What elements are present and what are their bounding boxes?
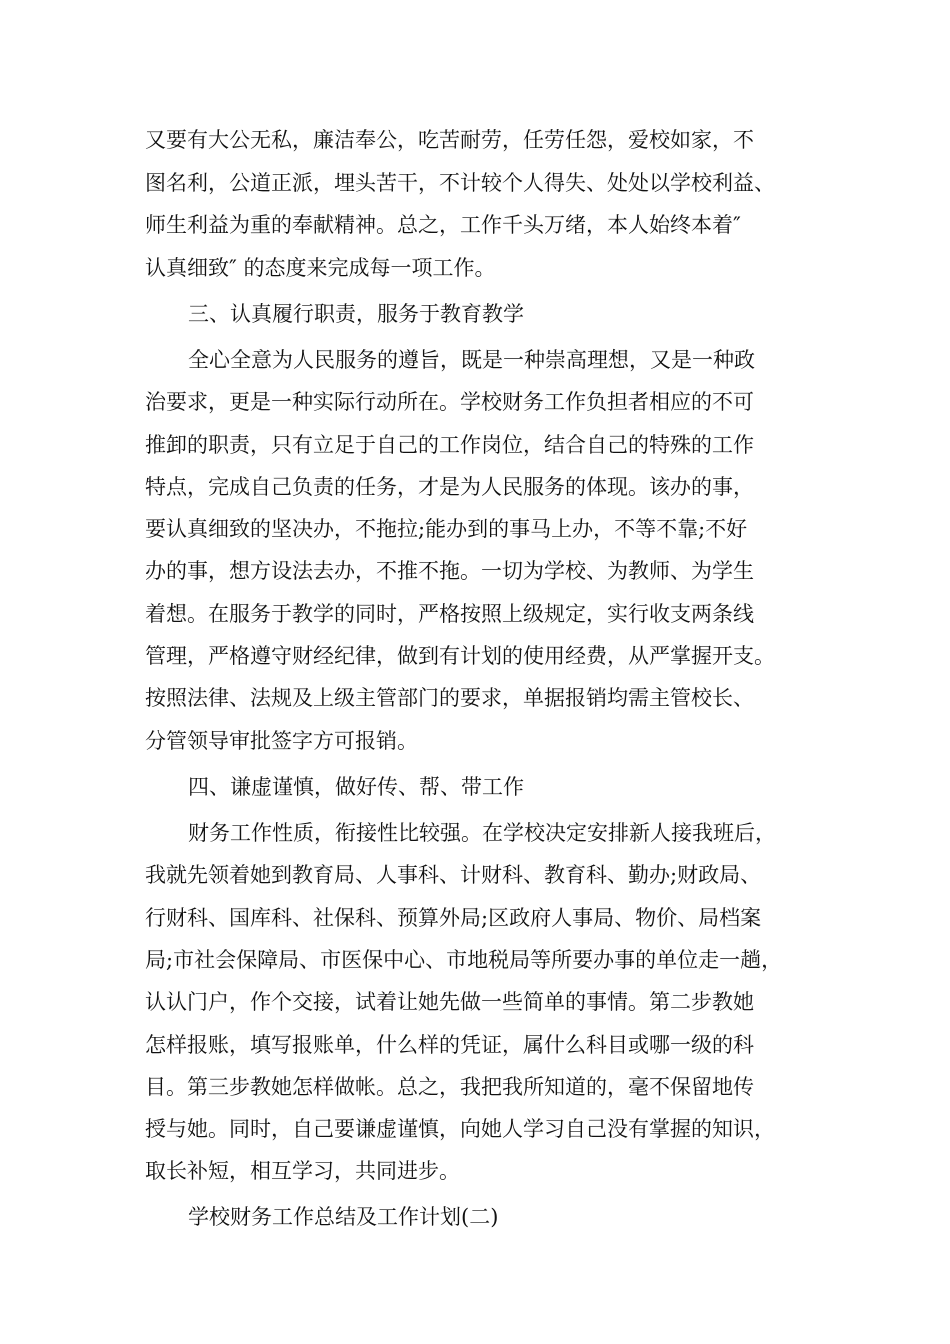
paragraph-line: 推卸的职责，只有立足于自己的工作岗位，结合自己的特殊的工作 xyxy=(145,433,754,457)
paragraph-line: 行财科、国库科、社保科、预算外局;区政府人事局、物价、局档案 xyxy=(145,906,762,930)
paragraph-line: 我就先领着她到教育局、人事科、计财科、教育科、勤办;财政局、 xyxy=(145,863,762,887)
paragraph-line: 授与她。同时，自己要谦虚谨慎，向她人学习自己没有掌握的知识， xyxy=(145,1117,775,1141)
paragraph-line: 认真细致″ 的态度来完成每一项工作。 xyxy=(145,256,496,280)
paragraph-line: 全心全意为人民服务的遵旨，既是一种崇高理想，又是一种政 xyxy=(188,348,755,372)
section-heading-4: 四、谦虚谨慎，做好传、帮、带工作 xyxy=(188,775,524,799)
paragraph-line: 取长补短，相互学习，共同进步。 xyxy=(145,1159,460,1183)
document-subtitle: 学校财务工作总结及工作计划(二) xyxy=(188,1205,499,1229)
paragraph-line: 局;市社会保障局、市医保中心、市地税局等所要办事的单位走一趟， xyxy=(145,948,783,972)
paragraph-line: 图名利，公道正派，埋头苦干，不计较个人得失、处处以学校利益、 xyxy=(145,171,775,195)
paragraph-line: 师生利益为重的奉献精神。总之，工作千头万绪，本人始终本着″ xyxy=(145,213,741,237)
paragraph-line: 又要有大公无私，廉洁奉公，吃苦耐劳，任劳任怨，爱校如家，不 xyxy=(145,128,754,152)
paragraph-line: 要认真细致的坚决办，不拖拉;能办到的事马上办，不等不靠;不好 xyxy=(145,517,748,541)
paragraph-line: 治要求，更是一种实际行动所在。学校财务工作负担者相应的不可 xyxy=(145,390,754,414)
paragraph-line: 财务工作性质，衔接性比较强。在学校决定安排新人接我班后， xyxy=(188,821,776,845)
paragraph-line: 怎样报账，填写报账单，什么样的凭证，属什么科目或哪一级的科 xyxy=(145,1033,754,1057)
paragraph-line: 按照法律、法规及上级主管部门的要求，单据报销均需主管校长、 xyxy=(145,686,754,710)
paragraph-line: 认认门户，作个交接，试着让她先做一些简单的事情。第二步教她 xyxy=(145,990,754,1014)
paragraph-line: 着想。在服务于教学的同时，严格按照上级规定，实行收支两条线 xyxy=(145,602,754,626)
paragraph-line: 管理，严格遵守财经纪律，做到有计划的使用经费，从严掌握开支。 xyxy=(145,644,775,668)
section-heading-3: 三、认真履行职责，服务于教育教学 xyxy=(188,302,524,326)
paragraph-line: 分管领导审批签字方可报销。 xyxy=(145,729,418,753)
paragraph-line: 特点，完成自己负责的任务，才是为人民服务的体现。该办的事， xyxy=(145,475,754,499)
paragraph-line: 办的事，想方设法去办，不推不拖。一切为学校、为教师、为学生 xyxy=(145,559,754,583)
paragraph-line: 目。第三步教她怎样做帐。总之，我把我所知道的，毫不保留地传 xyxy=(145,1075,754,1099)
